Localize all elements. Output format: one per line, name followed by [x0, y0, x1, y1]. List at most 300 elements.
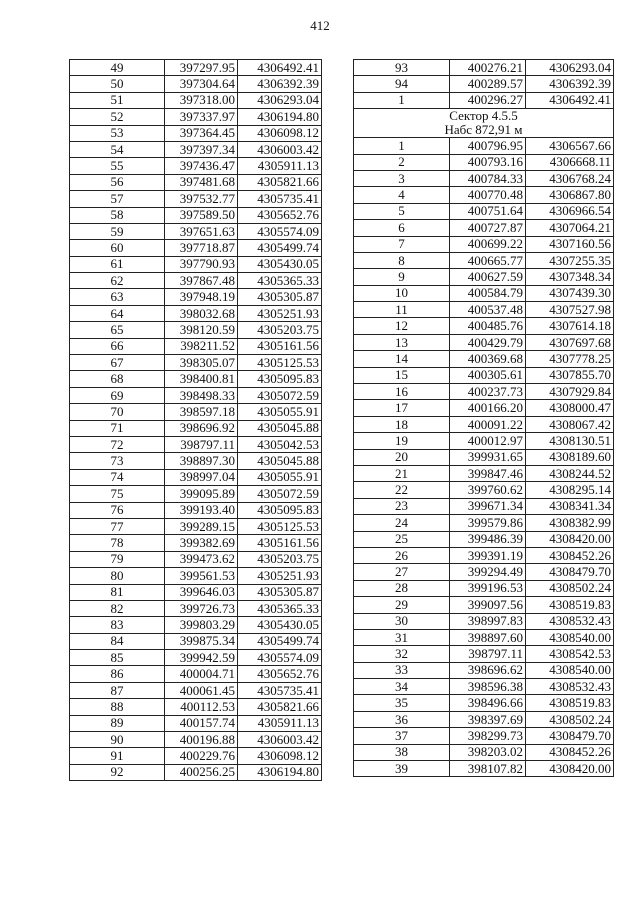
point-number-cell: 67 — [70, 355, 165, 371]
y-coordinate-cell: 4307348.34 — [526, 269, 614, 285]
x-coordinate-cell: 399561.53 — [165, 568, 238, 584]
point-number-cell: 74 — [70, 469, 165, 485]
x-coordinate-cell: 399847.46 — [450, 465, 526, 481]
x-coordinate-cell: 400091.22 — [450, 416, 526, 432]
x-coordinate-cell: 398997.83 — [450, 613, 526, 629]
point-number-cell: 76 — [70, 502, 165, 518]
x-coordinate-cell: 400061.45 — [165, 682, 238, 698]
table-row — [70, 748, 322, 764]
table-row — [354, 236, 614, 252]
y-coordinate-cell: 4305499.74 — [238, 240, 322, 256]
table-row — [70, 289, 322, 305]
x-coordinate-cell: 397364.45 — [165, 125, 238, 141]
y-coordinate-cell: 4308479.70 — [526, 564, 614, 580]
point-number-cell: 92 — [70, 764, 165, 780]
point-number-cell: 29 — [354, 597, 450, 613]
x-coordinate-cell: 398498.33 — [165, 387, 238, 403]
x-coordinate-cell: 400237.73 — [450, 384, 526, 400]
y-coordinate-cell: 4308382.99 — [526, 515, 614, 531]
y-coordinate-cell: 4305203.75 — [238, 551, 322, 567]
table-row — [70, 666, 322, 682]
x-coordinate-cell: 397867.48 — [165, 273, 238, 289]
table-row — [354, 92, 614, 108]
y-coordinate-cell: 4305821.66 — [238, 174, 322, 190]
x-coordinate-cell: 398299.73 — [450, 728, 526, 744]
point-number-cell: 69 — [70, 387, 165, 403]
table-row — [70, 355, 322, 371]
table-row — [70, 715, 322, 731]
point-number-cell: 3 — [354, 170, 450, 186]
point-number-cell: 49 — [70, 60, 165, 76]
x-coordinate-cell: 397297.95 — [165, 60, 238, 76]
x-coordinate-cell: 399875.34 — [165, 633, 238, 649]
x-coordinate-cell: 400751.64 — [450, 203, 526, 219]
coordinates-table-left — [69, 59, 322, 781]
table-row — [70, 633, 322, 649]
y-coordinate-cell: 4307697.68 — [526, 334, 614, 350]
y-coordinate-cell: 4308532.43 — [526, 679, 614, 695]
table-row — [354, 187, 614, 203]
x-coordinate-cell: 400004.71 — [165, 666, 238, 682]
table-row — [354, 252, 614, 268]
x-coordinate-cell: 398120.59 — [165, 322, 238, 338]
section-title: Сектор 4.5.5 — [449, 108, 518, 124]
table-row — [354, 351, 614, 367]
y-coordinate-cell: 4305072.59 — [238, 387, 322, 403]
x-coordinate-cell: 400793.16 — [450, 154, 526, 170]
table-row — [354, 597, 614, 613]
point-number-cell: 35 — [354, 695, 450, 711]
x-coordinate-cell: 400369.68 — [450, 351, 526, 367]
point-number-cell: 81 — [70, 584, 165, 600]
table-row — [354, 662, 614, 678]
x-coordinate-cell: 400429.79 — [450, 334, 526, 350]
section-header — [354, 109, 614, 138]
x-coordinate-cell: 398997.04 — [165, 469, 238, 485]
y-coordinate-cell: 4305045.88 — [238, 453, 322, 469]
x-coordinate-cell: 398211.52 — [165, 338, 238, 354]
point-number-cell: 9 — [354, 269, 450, 285]
point-number-cell: 20 — [354, 449, 450, 465]
point-number-cell: 63 — [70, 289, 165, 305]
point-number-cell: 21 — [354, 465, 450, 481]
y-coordinate-cell: 4307855.70 — [526, 367, 614, 383]
table-row — [70, 191, 322, 207]
table-row — [70, 420, 322, 436]
y-coordinate-cell: 4307527.98 — [526, 302, 614, 318]
x-coordinate-cell: 398696.92 — [165, 420, 238, 436]
table-row — [354, 416, 614, 432]
y-coordinate-cell: 4306966.54 — [526, 203, 614, 219]
table-row — [354, 449, 614, 465]
point-number-cell: 68 — [70, 371, 165, 387]
point-number-cell: 36 — [354, 711, 450, 727]
point-number-cell: 18 — [354, 416, 450, 432]
y-coordinate-cell: 4305911.13 — [238, 715, 322, 731]
table-row — [70, 617, 322, 633]
table-row — [70, 486, 322, 502]
y-coordinate-cell: 4306098.12 — [238, 748, 322, 764]
point-number-cell: 8 — [354, 252, 450, 268]
table-row — [354, 203, 614, 219]
table-row — [354, 220, 614, 236]
point-number-cell: 33 — [354, 662, 450, 678]
x-coordinate-cell: 400485.76 — [450, 318, 526, 334]
table-row — [354, 629, 614, 645]
point-number-cell: 24 — [354, 515, 450, 531]
y-coordinate-cell: 4306293.04 — [526, 60, 614, 76]
x-coordinate-cell: 400112.53 — [165, 699, 238, 715]
x-coordinate-cell: 398897.60 — [450, 629, 526, 645]
x-coordinate-cell: 400012.97 — [450, 433, 526, 449]
x-coordinate-cell: 398696.62 — [450, 662, 526, 678]
x-coordinate-cell: 397948.19 — [165, 289, 238, 305]
point-number-cell: 38 — [354, 744, 450, 760]
point-number-cell: 59 — [70, 223, 165, 239]
y-coordinate-cell: 4308189.60 — [526, 449, 614, 465]
point-number-cell: 4 — [354, 187, 450, 203]
y-coordinate-cell: 4308420.00 — [526, 761, 614, 777]
table-row — [354, 465, 614, 481]
x-coordinate-cell: 400305.61 — [450, 367, 526, 383]
y-coordinate-cell: 4305055.91 — [238, 404, 322, 420]
point-number-cell: 52 — [70, 109, 165, 125]
table-row — [70, 404, 322, 420]
x-coordinate-cell: 400196.88 — [165, 732, 238, 748]
y-coordinate-cell: 4307614.18 — [526, 318, 614, 334]
point-number-cell: 27 — [354, 564, 450, 580]
y-coordinate-cell: 4305042.53 — [238, 436, 322, 452]
x-coordinate-cell: 400584.79 — [450, 285, 526, 301]
y-coordinate-cell: 4305095.83 — [238, 502, 322, 518]
x-coordinate-cell: 397304.64 — [165, 76, 238, 92]
table-row — [354, 76, 614, 92]
point-number-cell: 19 — [354, 433, 450, 449]
x-coordinate-cell: 397651.63 — [165, 223, 238, 239]
y-coordinate-cell: 4308452.26 — [526, 744, 614, 760]
table-row — [70, 502, 322, 518]
x-coordinate-cell: 399760.62 — [450, 482, 526, 498]
y-coordinate-cell: 4308540.00 — [526, 629, 614, 645]
y-coordinate-cell: 4305499.74 — [238, 633, 322, 649]
y-coordinate-cell: 4307778.25 — [526, 351, 614, 367]
x-coordinate-cell: 398107.82 — [450, 761, 526, 777]
y-coordinate-cell: 4305430.05 — [238, 617, 322, 633]
x-coordinate-cell: 400229.76 — [165, 748, 238, 764]
point-number-cell: 28 — [354, 580, 450, 596]
point-number-cell: 11 — [354, 302, 450, 318]
x-coordinate-cell: 400796.95 — [450, 138, 526, 154]
point-number-cell: 32 — [354, 646, 450, 662]
point-number-cell: 83 — [70, 617, 165, 633]
x-coordinate-cell: 398596.38 — [450, 679, 526, 695]
y-coordinate-cell: 4308130.51 — [526, 433, 614, 449]
y-coordinate-cell: 4306492.41 — [526, 92, 614, 108]
x-coordinate-cell: 400289.57 — [450, 76, 526, 92]
y-coordinate-cell: 4305365.33 — [238, 273, 322, 289]
x-coordinate-cell: 400157.74 — [165, 715, 238, 731]
y-coordinate-cell: 4307064.21 — [526, 220, 614, 236]
table-row — [354, 367, 614, 383]
table-row — [354, 400, 614, 416]
y-coordinate-cell: 4306098.12 — [238, 125, 322, 141]
table-row — [354, 531, 614, 547]
table-row — [354, 285, 614, 301]
y-coordinate-cell: 4308502.24 — [526, 711, 614, 727]
point-number-cell: 13 — [354, 334, 450, 350]
point-number-cell: 39 — [354, 761, 450, 777]
y-coordinate-cell: 4308341.34 — [526, 498, 614, 514]
table-row — [70, 60, 322, 76]
point-number-cell: 37 — [354, 728, 450, 744]
y-coordinate-cell: 4305161.56 — [238, 338, 322, 354]
x-coordinate-cell: 399097.56 — [450, 597, 526, 613]
x-coordinate-cell: 400166.20 — [450, 400, 526, 416]
point-number-cell: 34 — [354, 679, 450, 695]
x-coordinate-cell: 398397.69 — [450, 711, 526, 727]
y-coordinate-cell: 4306492.41 — [238, 60, 322, 76]
x-coordinate-cell: 397589.50 — [165, 207, 238, 223]
x-coordinate-cell: 399382.69 — [165, 535, 238, 551]
y-coordinate-cell: 4305125.53 — [238, 518, 322, 534]
point-number-cell: 1 — [354, 92, 450, 108]
point-number-cell: 87 — [70, 682, 165, 698]
x-coordinate-cell: 397532.77 — [165, 191, 238, 207]
x-coordinate-cell: 400627.59 — [450, 269, 526, 285]
point-number-cell: 70 — [70, 404, 165, 420]
x-coordinate-cell: 399646.03 — [165, 584, 238, 600]
table-row — [70, 699, 322, 715]
table-row — [354, 580, 614, 596]
x-coordinate-cell: 397790.93 — [165, 256, 238, 272]
point-number-cell: 71 — [70, 420, 165, 436]
y-coordinate-cell: 4306293.04 — [238, 92, 322, 108]
x-coordinate-cell: 399486.39 — [450, 531, 526, 547]
y-coordinate-cell: 4308519.83 — [526, 597, 614, 613]
table-row — [70, 469, 322, 485]
table-row — [354, 564, 614, 580]
y-coordinate-cell: 4307160.56 — [526, 236, 614, 252]
y-coordinate-cell: 4305305.87 — [238, 584, 322, 600]
point-number-cell: 86 — [70, 666, 165, 682]
table-row — [70, 141, 322, 157]
y-coordinate-cell: 4305095.83 — [238, 371, 322, 387]
y-coordinate-cell: 4305045.88 — [238, 420, 322, 436]
table-row — [354, 433, 614, 449]
table-row — [70, 535, 322, 551]
table-row — [354, 334, 614, 350]
x-coordinate-cell: 398203.02 — [450, 744, 526, 760]
y-coordinate-cell: 4308542.53 — [526, 646, 614, 662]
point-number-cell: 54 — [70, 141, 165, 157]
table-row — [70, 436, 322, 452]
table-row — [70, 240, 322, 256]
y-coordinate-cell: 4308519.83 — [526, 695, 614, 711]
x-coordinate-cell: 400665.77 — [450, 252, 526, 268]
table-row — [70, 273, 322, 289]
table-row — [70, 125, 322, 141]
y-coordinate-cell: 4305574.09 — [238, 223, 322, 239]
y-coordinate-cell: 4305652.76 — [238, 666, 322, 682]
point-number-cell: 90 — [70, 732, 165, 748]
y-coordinate-cell: 4306392.39 — [238, 76, 322, 92]
point-number-cell: 23 — [354, 498, 450, 514]
x-coordinate-cell: 397718.87 — [165, 240, 238, 256]
y-coordinate-cell: 4305574.09 — [238, 650, 322, 666]
y-coordinate-cell: 4305203.75 — [238, 322, 322, 338]
x-coordinate-cell: 399473.62 — [165, 551, 238, 567]
y-coordinate-cell: 4306392.39 — [526, 76, 614, 92]
point-number-cell: 78 — [70, 535, 165, 551]
coordinates-table-right — [353, 59, 614, 777]
point-number-cell: 2 — [354, 154, 450, 170]
point-number-cell: 16 — [354, 384, 450, 400]
table-row — [70, 518, 322, 534]
table-row — [70, 453, 322, 469]
table-row — [354, 60, 614, 76]
table-row — [70, 338, 322, 354]
point-number-cell: 58 — [70, 207, 165, 223]
x-coordinate-cell: 397481.68 — [165, 174, 238, 190]
point-number-cell: 93 — [354, 60, 450, 76]
y-coordinate-cell: 4305251.93 — [238, 568, 322, 584]
table-row — [354, 170, 614, 186]
y-coordinate-cell: 4306867.80 — [526, 187, 614, 203]
table-row — [354, 728, 614, 744]
table-row — [70, 600, 322, 616]
y-coordinate-cell: 4305251.93 — [238, 305, 322, 321]
y-coordinate-cell: 4308067.42 — [526, 416, 614, 432]
point-number-cell: 25 — [354, 531, 450, 547]
table-row — [70, 305, 322, 321]
table-row — [70, 764, 322, 780]
table-row — [354, 269, 614, 285]
point-number-cell: 79 — [70, 551, 165, 567]
point-number-cell: 31 — [354, 629, 450, 645]
table-row — [70, 256, 322, 272]
x-coordinate-cell: 399391.19 — [450, 547, 526, 563]
y-coordinate-cell: 4306768.24 — [526, 170, 614, 186]
table-row — [354, 318, 614, 334]
point-number-cell: 15 — [354, 367, 450, 383]
y-coordinate-cell: 4305365.33 — [238, 600, 322, 616]
y-coordinate-cell: 4306194.80 — [238, 764, 322, 780]
point-number-cell: 84 — [70, 633, 165, 649]
x-coordinate-cell: 400256.25 — [165, 764, 238, 780]
point-number-cell: 14 — [354, 351, 450, 367]
point-number-cell: 51 — [70, 92, 165, 108]
x-coordinate-cell: 400770.48 — [450, 187, 526, 203]
x-coordinate-cell: 399579.86 — [450, 515, 526, 531]
table-row — [70, 322, 322, 338]
point-number-cell: 6 — [354, 220, 450, 236]
point-number-cell: 55 — [70, 158, 165, 174]
table-row — [70, 568, 322, 584]
table-row — [70, 551, 322, 567]
point-number-cell: 82 — [70, 600, 165, 616]
point-number-cell: 65 — [70, 322, 165, 338]
point-number-cell: 10 — [354, 285, 450, 301]
point-number-cell: 64 — [70, 305, 165, 321]
point-number-cell: 75 — [70, 486, 165, 502]
x-coordinate-cell: 398400.81 — [165, 371, 238, 387]
y-coordinate-cell: 4305161.56 — [238, 535, 322, 551]
table-row — [354, 711, 614, 727]
x-coordinate-cell: 398897.30 — [165, 453, 238, 469]
table-row — [354, 695, 614, 711]
table-row — [70, 650, 322, 666]
point-number-cell: 88 — [70, 699, 165, 715]
x-coordinate-cell: 398305.07 — [165, 355, 238, 371]
y-coordinate-cell: 4308452.26 — [526, 547, 614, 563]
table-row — [354, 515, 614, 531]
y-coordinate-cell: 4307255.35 — [526, 252, 614, 268]
y-coordinate-cell: 4307439.30 — [526, 285, 614, 301]
point-number-cell: 53 — [70, 125, 165, 141]
y-coordinate-cell: 4305125.53 — [238, 355, 322, 371]
y-coordinate-cell: 4307929.84 — [526, 384, 614, 400]
x-coordinate-cell: 399942.59 — [165, 650, 238, 666]
x-coordinate-cell: 398496.66 — [450, 695, 526, 711]
y-coordinate-cell: 4308502.24 — [526, 580, 614, 596]
page-number: 412 — [310, 18, 330, 33]
table-row — [354, 154, 614, 170]
y-coordinate-cell: 4308000.47 — [526, 400, 614, 416]
y-coordinate-cell: 4308540.00 — [526, 662, 614, 678]
x-coordinate-cell: 400296.27 — [450, 92, 526, 108]
y-coordinate-cell: 4305735.41 — [238, 191, 322, 207]
y-coordinate-cell: 4305055.91 — [238, 469, 322, 485]
x-coordinate-cell: 399294.49 — [450, 564, 526, 580]
table-row — [70, 158, 322, 174]
table-row — [70, 371, 322, 387]
section-subtitle: Набс 872,91 м — [444, 122, 523, 138]
table-row — [354, 302, 614, 318]
y-coordinate-cell: 4305652.76 — [238, 207, 322, 223]
x-coordinate-cell: 398797.11 — [165, 436, 238, 452]
point-number-cell: 89 — [70, 715, 165, 731]
table-row — [354, 679, 614, 695]
table-row — [70, 223, 322, 239]
table-row — [70, 732, 322, 748]
y-coordinate-cell: 4306567.66 — [526, 138, 614, 154]
y-coordinate-cell: 4308244.52 — [526, 465, 614, 481]
table-row — [354, 613, 614, 629]
point-number-cell: 26 — [354, 547, 450, 563]
point-number-cell: 62 — [70, 273, 165, 289]
y-coordinate-cell: 4305072.59 — [238, 486, 322, 502]
table-row — [70, 387, 322, 403]
table-row — [354, 547, 614, 563]
x-coordinate-cell: 398797.11 — [450, 646, 526, 662]
point-number-cell: 72 — [70, 436, 165, 452]
x-coordinate-cell: 399931.65 — [450, 449, 526, 465]
table-row — [70, 109, 322, 125]
x-coordinate-cell: 400784.33 — [450, 170, 526, 186]
point-number-cell: 5 — [354, 203, 450, 219]
point-number-cell: 60 — [70, 240, 165, 256]
table-row — [70, 174, 322, 190]
x-coordinate-cell: 400537.48 — [450, 302, 526, 318]
y-coordinate-cell: 4308479.70 — [526, 728, 614, 744]
table-row — [70, 76, 322, 92]
table-row — [354, 744, 614, 760]
point-number-cell: 94 — [354, 76, 450, 92]
y-coordinate-cell: 4305911.13 — [238, 158, 322, 174]
point-number-cell: 56 — [70, 174, 165, 190]
table-row — [354, 498, 614, 514]
x-coordinate-cell: 400276.21 — [450, 60, 526, 76]
